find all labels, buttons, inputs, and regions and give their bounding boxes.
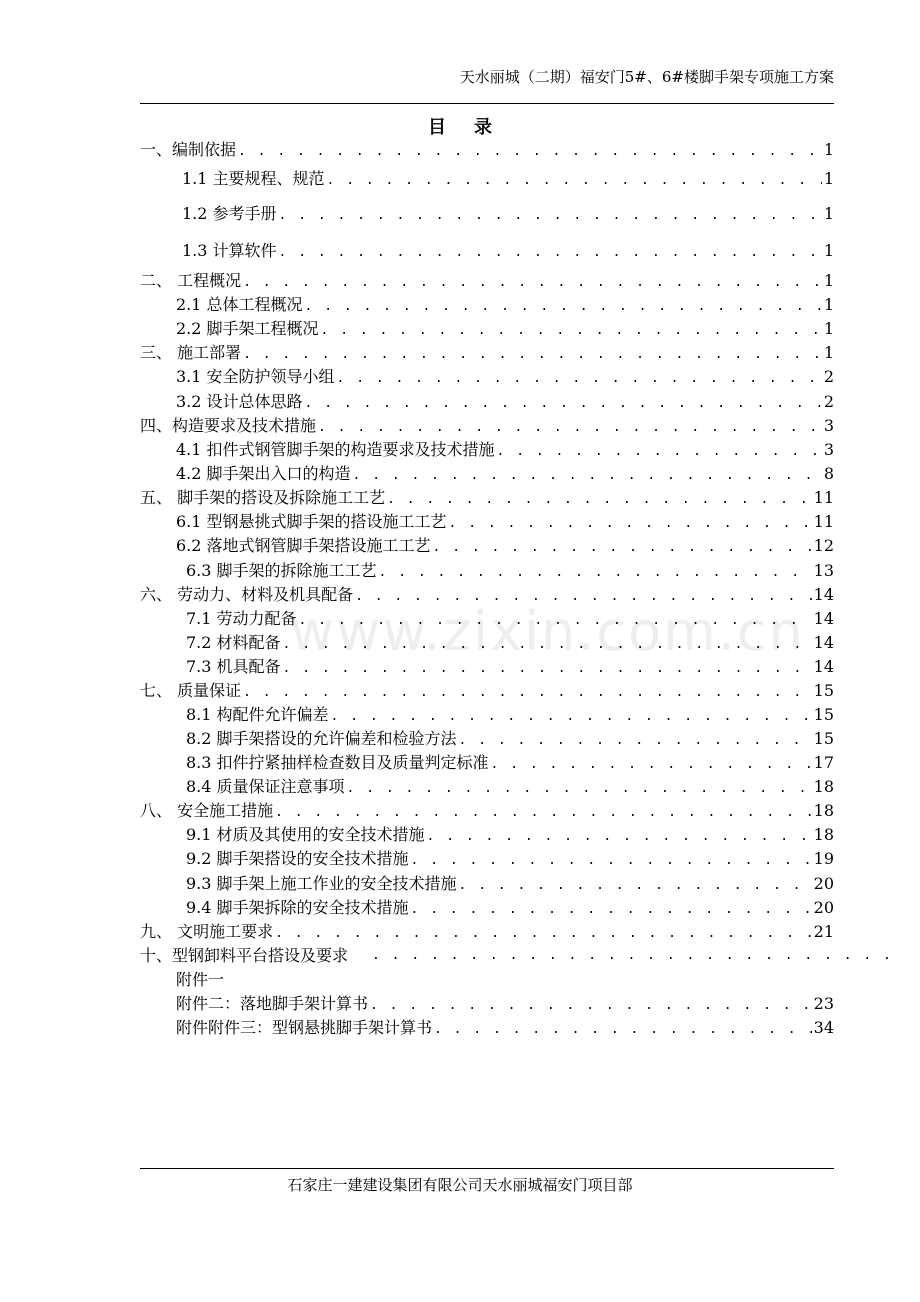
toc-entry[interactable] [186,752,834,774]
toc-entry[interactable] [186,656,834,678]
toc-entry[interactable] [176,366,834,388]
toc-entry-label: 附件二：落地脚手架计算书 [176,994,369,1013]
toc-entry[interactable] [186,728,834,750]
dot-leader [497,443,822,461]
toc-entry-page: 11 [813,488,834,507]
dot-leader [243,346,822,364]
toc-entry-label: 2.1 总体工程概况 [176,295,303,314]
dot-leader [491,756,812,774]
toc-entry[interactable] [140,584,834,606]
dot-leader [427,828,812,846]
toc-entry-label: 附件一 [176,970,225,989]
dot-leader [299,612,812,630]
toc-entry[interactable] [186,632,834,654]
toc-entry-page: 34 [813,1018,834,1037]
dot-leader [321,322,822,340]
toc-entry-label: 8.1 构配件允许偏差 [186,705,329,724]
running-header: 天水丽城（二期）福安门5#、6#楼脚手架专项施工方案 [459,68,834,86]
toc-entry-label: 1.3 计算软件 [182,241,277,260]
running-footer: 石家庄一建建设集团有限公司天水丽城福安门项目部 [287,1176,633,1194]
dot-leader [279,207,822,225]
toc-entry-label: 1.2 参考手册 [182,204,277,223]
toc-entry-label: 六、 劳动力、材料及机具配备 [140,585,354,604]
toc-entry-label: 4.2 脚手架出入口的构造 [176,464,351,483]
dot-leader [243,684,812,702]
toc-entry-label: 9.2 脚手架搭设的安全技术措施 [186,849,409,868]
toc-entry[interactable] [176,463,834,485]
toc-entry-label: 7.3 机具配备 [186,657,281,676]
toc-entry[interactable] [186,776,834,798]
toc-entry-page: 1 [823,271,834,290]
toc-entry-page: 2 [823,392,834,411]
dot-leader [275,804,812,822]
dot-leader [353,467,822,485]
dot-leader [318,419,822,437]
toc-entry[interactable] [140,487,834,509]
toc-entry-label: 3.2 设计总体思路 [176,392,303,411]
dot-leader [337,370,822,388]
dot-leader [275,925,812,943]
dot-leader [434,1021,812,1039]
toc-entry-page: 15 [813,681,834,700]
toc-entry-page: 12 [813,536,834,555]
footer-rule [140,1168,834,1169]
toc-entry-label: 8.2 脚手架搭设的允许偏差和检验方法 [186,729,457,748]
toc-entry-label: 6.2 落地式钢管脚手架搭设施工工艺 [176,536,431,555]
toc-entry-label: 七、 质量保证 [140,681,242,700]
toc-entry-page: 19 [813,849,834,868]
toc-entry[interactable] [140,680,834,702]
toc-entry[interactable] [186,560,834,582]
toc-entry[interactable] [182,203,834,225]
toc-entry-page: 15 [813,705,834,724]
toc-entry[interactable] [186,608,834,630]
toc-entry[interactable] [140,139,834,161]
dot-leader [433,539,812,557]
dot-leader [243,274,822,292]
toc-entry-page: 21 [813,922,834,941]
dot-leader [347,780,812,798]
dot-leader [283,660,812,678]
header-rule [140,103,834,104]
toc-entry-page: 1 [823,343,834,362]
toc-entry-label: 二、 工程概况 [140,271,242,290]
toc-entry[interactable] [140,270,834,292]
toc-entry-label: 八、 安全施工措施 [140,801,274,820]
toc-entry-page: 1 [823,319,834,338]
toc-title: 目录 [428,117,520,138]
dot-leader [449,515,812,533]
toc-entry-page: 13 [813,561,834,580]
dot-leader [331,708,812,726]
toc-entry[interactable] [140,921,834,943]
toc-entry-label: 4.1 扣件式钢管脚手架的构造要求及技术措施 [176,440,495,459]
toc-entry-page: 20 [813,874,834,893]
toc-entry-page: 3 [823,416,834,435]
toc-entry-label: 五、 脚手架的搭设及拆除施工工艺 [140,488,386,507]
toc-entry-label: 四、构造要求及技术措施 [140,416,317,435]
toc-entry-label: 8.4 质量保证注意事项 [186,777,345,796]
dot-leader [370,997,812,1015]
toc-entry[interactable] [186,873,834,895]
toc-entry[interactable] [176,294,834,316]
toc-entry-label: 附件附件三：型钢悬挑脚手架计算书 [176,1018,433,1037]
toc-entry[interactable] [186,848,834,870]
toc-entry[interactable] [176,511,834,533]
toc-entry[interactable] [176,535,834,557]
toc-entry-label: 9.3 脚手架上施工作业的安全技术措施 [186,874,457,893]
toc-entry[interactable] [176,391,834,413]
dot-leader [327,172,822,190]
toc-entry[interactable] [186,897,834,919]
toc-entry-page: 2 [823,367,834,386]
toc-entry-label: 十、型钢卸料平台搭设及要求 [140,946,349,965]
dot-leader [305,395,822,413]
toc-entry-label: 9.4 脚手架拆除的安全技术措施 [186,898,409,917]
toc-entry-page: 14 [813,657,834,676]
toc-entry[interactable] [140,800,834,822]
toc-entry[interactable] [176,318,834,340]
toc-entry-page: 1 [823,295,834,314]
dot-leader [279,244,822,262]
dot-leader [411,901,812,919]
toc-entry[interactable] [140,342,834,364]
toc-entry-label: 1.1 主要规程、规范 [182,169,325,188]
toc-entry-page: 1 [823,169,834,188]
toc-entry-label: 7.2 材料配备 [186,633,281,652]
toc-entry-page: 14 [813,633,834,652]
dot-leader [387,491,812,509]
toc-entry-label: 3.1 安全防护领导小组 [176,367,335,386]
toc-entry-page: 11 [813,512,834,531]
toc-entry-label: 8.3 扣件拧紧抽样检查数目及质量判定标准 [186,753,489,772]
toc-entry-page: 1 [823,140,834,159]
toc-entry-label: 2.2 脚手架工程概况 [176,319,319,338]
dot-leader [459,877,812,895]
toc-entry-page: 18 [813,801,834,820]
toc-entry-page: 3 [823,440,834,459]
dot-leader [459,732,812,750]
toc-entry[interactable] [182,168,834,190]
toc-entry[interactable] [176,993,834,1015]
toc-entry[interactable] [176,1017,834,1039]
toc-entry-page: 14 [813,585,834,604]
toc-entry[interactable] [140,415,834,437]
watermark: www.zixin.com.cn [290,600,805,663]
toc-entry-page: 18 [813,825,834,844]
dot-leader [379,564,812,582]
toc-entry-label: 6.3 脚手架的拆除施工工艺 [186,561,377,580]
toc-entry[interactable] [186,824,834,846]
toc-entry-label: 三、 施工部署 [140,343,242,362]
toc-entry-page: 8 [823,464,834,483]
toc-entry-label: 9.1 材质及其使用的安全技术措施 [186,825,425,844]
toc-entry-label: 7.1 劳动力配备 [186,609,297,628]
toc-entry-page: 23 [813,994,834,1013]
toc-entry-page: 15 [813,729,834,748]
toc-entry-page: 14 [813,609,834,628]
toc-entry-page: 1 [823,241,834,260]
toc-entry[interactable] [186,704,834,726]
dot-leader: . . . . . . . . . . . . . . . . . . . . . . . . . . . [372,948,893,963]
dot-leader [283,636,812,654]
toc-entry-page: 1 [823,204,834,223]
toc-entry[interactable] [140,945,893,967]
toc-entry-page: 20 [813,898,834,917]
toc-entry-label: 6.1 型钢悬挑式脚手架的搭设施工工艺 [176,512,447,531]
toc-entry-label: 九、 文明施工要求 [140,922,274,941]
dot-leader [305,298,822,316]
toc-entry-label: 一、编制依据 [140,140,237,159]
dot-leader [411,852,812,870]
toc-entry[interactable] [182,240,834,262]
toc-entry-page: 17 [813,753,834,772]
toc-entry[interactable] [176,439,834,461]
dot-leader [238,143,822,161]
toc-entry-page: 18 [813,777,834,796]
toc-entry[interactable] [176,969,834,991]
dot-leader [355,588,812,606]
